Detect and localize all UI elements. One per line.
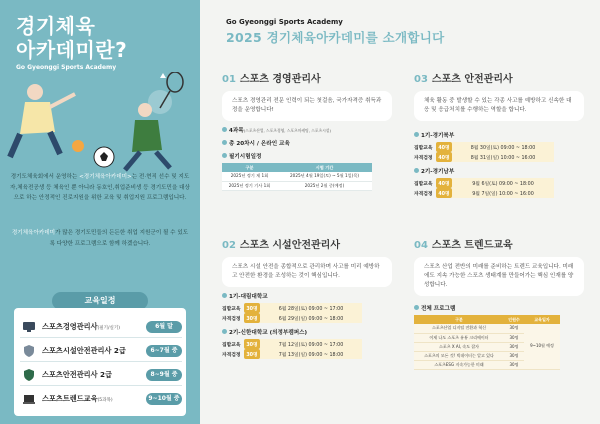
program-table: 구분 인원수 교육일자 스포츠산업 디지털 전환과 혁신 30명 9~10월 예정 이제 나도 스포츠 유튜 크리에이터 30명 스포츠 X AI, 속도 잡자 30명 스포츠의 모든 것! 빅데이터는 알고 있다 30명 스포츠ESG 지속가능한 미래 30명 (414, 315, 560, 370)
section-title: 스포츠 트렌드교육 (431, 240, 513, 251)
laptop-icon (22, 392, 36, 406)
schedule-table (222, 303, 362, 323)
schedule-item-name: 스포츠안전관리사 2급 (42, 370, 112, 379)
exam-schedule-table: 구분 시험 기간 2025년 정기 제 1회 2025년 4월 19일(토) ~ 5월 1일(목) 2025년 정기 기사 1회 2025년 2월 중(예정) (222, 163, 372, 191)
table-row: 2025년 정기 제 1회 2025년 4월 19일(토) ~ 5월 1일(목) (222, 172, 372, 181)
schedule-item: 스포츠트렌드교육(5과목) 9~10월 중 (20, 388, 182, 410)
cover-intro-2: 경기체육아카데미가 많은 경기도민들의 든든한 취업 지원군이 될 수 있도록 다양한 프로그램으로 함께 하겠습니다. (11, 230, 189, 247)
shield-icon (22, 344, 36, 358)
shuttlecock-icon (160, 73, 166, 78)
table-row: 스포츠ESG 지속가능한 미래 30명 (414, 360, 560, 369)
class-format: 총 20차시 / 온라인 교육 (222, 139, 392, 147)
table-row: 이제 나도 스포츠 유튜 크리에이터 30명 (414, 333, 560, 342)
basketball-icon (72, 140, 84, 152)
cover-title-line1: 경기체육 (16, 14, 96, 38)
table-row: 자격검정 30명 6월 29일(일) 09:00 ~ 18:00 (222, 313, 362, 323)
program-label: 전체 프로그램 (414, 304, 584, 312)
player-legs-icon (10, 132, 60, 157)
table-row: 스포츠의 모든 것! 빅데이터는 알고 있다 30명 (414, 351, 560, 360)
table-row: 집합교육 40명 9월 6일(토) 09:00 ~ 18:00 (414, 178, 554, 188)
cover-title (16, 14, 127, 62)
table-row: 2025년 정기 기사 1회 2025년 2월 중(예정) (222, 181, 372, 190)
section-sports-trend: 04 스포츠 트렌드교육 스포츠 산업 전반의 미래를 준비하는 트렌드 교육입니다. 미래에도 지속 가능한 스포츠 생태계를 만들어가는 핵심 인재를 양성합니다. 전체 프로그램 구분 인원수 교육일자 스포츠산업 디지털 전환과 혁신 30명 9~10월 예정 이제 나도 스포츠 유튜 크리에이터 30명 스포츠 X AI, 속도 잡자 30명 스포츠의 모든 것! 빅데이터는 알고 있다 30명 스포츠ESG 지속가능한 미래 30명 (414, 236, 584, 370)
schedule-table (414, 142, 554, 162)
sports-illustration (0, 72, 200, 172)
cover-intro: 경기도체육회에서 운영하는 <경기체육아카데미>는 전·현직 선수 및 지도자,체육전공생 등 체육인 뿐 아니라 동호인,취업준비생 등 경기도민을 대상으로 하는 안정적인 진로지원을 위한 교육 및 취업지원 프로그램입니다. (10, 174, 190, 202)
schedule-period-badge: 8~9월 중 (146, 369, 182, 381)
schedule-period-badge: 6~7월 중 (146, 345, 182, 357)
cover-title-line2: 아카데미란? (16, 38, 128, 62)
schedule-item: 스포츠경영관리사(필기/실기) 6월 말 (20, 316, 182, 338)
intro-highlight: <경기체육아카데미> (79, 174, 132, 180)
section-desc: 체육 활동 중 발생할 수 있는 각종 사고를 예방하고 신속한 대응 및 응급처치를 수행하는 역할을 합니다. (414, 91, 584, 121)
schedule-heading: 교육일정 (52, 292, 148, 310)
cover-subtitle: Go Gyeonggi Sports Academy (16, 64, 117, 71)
player2-head-icon (138, 103, 152, 117)
subject-count: 4과목(스포츠산업, 스포츠경영, 스포츠마케팅, 스포츠시설) (222, 126, 392, 134)
schedule-item-name: 스포츠트렌드교육 (42, 394, 98, 403)
section-desc: 스포츠 시설 안전을 종합적으로 관리하며 사고를 미리 예방하고 안전한 환경을 조성하는 것이 핵심입니다. (222, 257, 392, 287)
table-row: 자격검정 40명 8월 31일(일) 10:00 ~ 16:00 (414, 152, 554, 162)
program-date: 9~10월 예정 (524, 324, 560, 369)
table-row: 스포츠산업 디지털 전환과 혁신 30명 9~10월 예정 (414, 324, 560, 333)
schedule-box (14, 308, 186, 416)
monitor-icon (22, 320, 36, 334)
player2-body-icon (132, 120, 162, 152)
player-body-icon (20, 102, 55, 134)
shield-icon (22, 368, 36, 382)
exam-schedule-label: 필기시험일정 (222, 152, 392, 160)
academy-label: Go Gyeonggi Sports Academy (226, 18, 343, 26)
intro2-highlight: 경기체육아카데미 (11, 230, 56, 236)
group-title: 2기-신한대학교 (의정부캠퍼스) (222, 328, 392, 336)
player-arm-icon (50, 94, 75, 107)
table-row: 집합교육 30명 7월 12일(토) 09:00 ~ 17:00 (222, 339, 362, 349)
section-sports-safety: 03 스포츠 안전관리사 체육 활동 중 발생할 수 있는 각종 사고를 예방하고 신속한 대응 및 응급처치를 수행하는 역할을 합니다. 1기-경기북부 집합교육 40명 8월 30일(토) 09:00 ~ 18:00 자격검정 40명 8월 31일(일) 10:00 ~ 16:00 2기-경기남부 집합교육 40명 9월 6일(토) 09:00 ~ 18:00 자격검정 40명 9월 7일(일) 10:00 ~ 16:00 (414, 70, 584, 198)
section-sports-management: 01 스포츠 경영관리사 스포츠 경영관리 전문 인력이 되는 첫걸음, 국가자격증 취득과정을 운영합니다! 4과목(스포츠산업, 스포츠경영, 스포츠마케팅, 스포츠시설) 총 20차시 / 온라인 교육 필기시험일정 구분 시험 기간 2025년 정기 제 1회 2025년 4월 19일(토) ~ 5월 1일(목) 2025년 정기 기사 1회 2025년 2월 중(예정) (222, 70, 392, 191)
section-title: 스포츠 경영관리사 (239, 74, 321, 85)
schedule-table (222, 339, 362, 359)
table-row: 집합교육 40명 8월 30일(토) 09:00 ~ 18:00 (414, 142, 554, 152)
section-title: 스포츠 시설안전관리사 (239, 240, 341, 251)
section-facility-safety: 02 스포츠 시설안전관리사 스포츠 시설 안전을 종합적으로 관리하며 사고를 미리 예방하고 안전한 환경을 조성하는 것이 핵심입니다. 1기-대림대학교 집합교육 30명 6월 28일(토) 09:00 ~ 17:00 자격검정 30명 6월 29일(일) 09:00 ~ 18:00 2기-신한대학교 (의정부캠퍼스) 집합교육 30명 7월 12일(토) 09:00 ~ 17:00 자격검정 30명 7월 13일(일) 09:00 ~ 18:00 (222, 236, 392, 359)
racket-icon (167, 72, 183, 92)
schedule-item-name: 스포츠시설안전관리사 2급 (42, 346, 126, 355)
section-desc: 스포츠 산업 전반의 미래를 준비하는 트렌드 교육입니다. 미래에도 지속 가능한 스포츠 생태계를 만들어가는 핵심 인재를 양성합니다. (414, 257, 584, 296)
schedule-period-badge: 9~10월 중 (146, 393, 182, 405)
player-head-icon (27, 84, 43, 100)
schedule-period-badge: 6월 말 (146, 321, 182, 333)
cover-panel (0, 0, 200, 424)
section-title: 스포츠 안전관리사 (431, 74, 513, 85)
player2-legs-icon (125, 152, 170, 170)
schedule-table (414, 178, 554, 198)
group-title: 1기-경기북부 (414, 131, 584, 139)
schedule-item-name: 스포츠경영관리사 (42, 322, 98, 331)
section-desc: 스포츠 경영관리 전문 인력이 되는 첫걸음, 국가자격증 취득과정을 운영합니다! (222, 91, 392, 121)
table-row: 자격검정 40명 9월 7일(일) 10:00 ~ 16:00 (414, 188, 554, 198)
table-row: 집합교육 30명 6월 28일(토) 09:00 ~ 17:00 (222, 303, 362, 313)
schedule-item (20, 364, 182, 386)
schedule-item (20, 340, 182, 362)
group-title: 1기-대림대학교 (222, 292, 392, 300)
group-title: 2기-경기남부 (414, 167, 584, 175)
page-title: 2025 경기체육아카데미를 소개합니다 (226, 30, 445, 45)
table-row: 스포츠 X AI, 속도 잡자 30명 (414, 342, 560, 351)
table-row: 자격검정 30명 7월 13일(일) 09:00 ~ 18:00 (222, 349, 362, 359)
